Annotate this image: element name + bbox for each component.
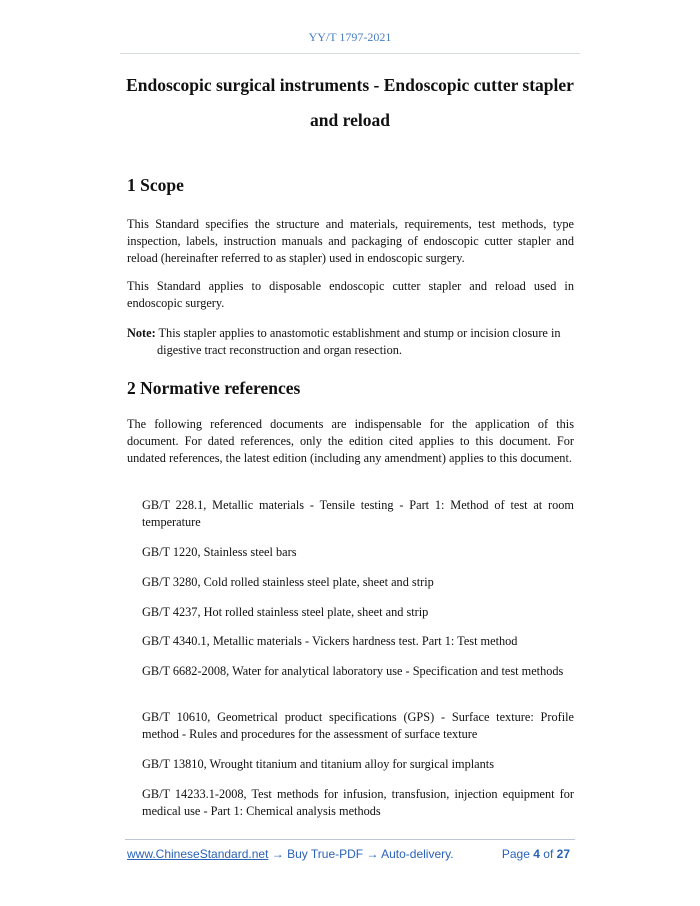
document-title <box>110 68 590 138</box>
reference-item: GB/T 4340.1, Metallic materials - Vickers hardness test. Part 1: Test method <box>142 634 518 648</box>
references-intro: The following referenced documents are indispensable for the application of this document. For dated references, only the edition cited applies to this document. For undated references, the latest edition (including any amendment) applies to this document. <box>127 417 574 465</box>
standard-code-header: YY/T 1797-2021 <box>308 30 392 44</box>
total-pages: 27 <box>556 847 570 861</box>
reference-item: GB/T 6682-2008, Water for analytical laboratory use - Specification and test methods <box>142 664 564 678</box>
document-title-line-2: and reload <box>310 110 390 130</box>
scope-note <box>127 325 574 359</box>
reference-item: GB/T 228.1, Metallic materials - Tensile testing - Part 1: Method of test at room temperature <box>142 498 574 529</box>
website-link[interactable]: www.ChineseStandard.net <box>127 847 269 861</box>
document-title-line-1: Endoscopic surgical instruments - Endoscopic cutter stapler <box>126 75 574 95</box>
footer-divider <box>125 839 575 840</box>
reference-item: GB/T 4237, Hot rolled stainless steel plate, sheet and strip <box>142 605 429 619</box>
reference-item: GB/T 13810, Wrought titanium and titanium alloy for surgical implants <box>142 757 494 771</box>
reference-item: GB/T 1220, Stainless steel bars <box>142 545 297 559</box>
reference-item: GB/T 14233.1-2008, Test methods for infusion, transfusion, injection equipment for medical use - Part 1: Chemical analysis methods <box>142 787 574 818</box>
note-label: Note: <box>127 326 156 340</box>
section-heading-scope: 1 Scope <box>127 175 184 195</box>
page-indicator <box>502 847 570 861</box>
reference-item: GB/T 3280, Cold rolled stainless steel plate, sheet and strip <box>142 575 434 589</box>
footer-tagline: → Buy True-PDF → Auto-delivery. <box>268 847 454 861</box>
page-label: Page <box>501 847 530 861</box>
page-number: 4 <box>533 847 540 861</box>
of-label: of <box>543 847 554 861</box>
scope-paragraph-2: This Standard applies to disposable endoscopic cutter stapler and reload used in endoscopic surgery. <box>127 279 574 310</box>
page-footer <box>127 847 574 861</box>
section-heading-normative-references: 2 Normative references <box>127 378 301 398</box>
reference-item: GB/T 10610, Geometrical product specifications (GPS) - Surface texture: Profile method - Rules and procedures for the assessment of surface texture <box>142 710 574 741</box>
header-divider <box>120 53 580 54</box>
note-text: This stapler applies to anastomotic establishment and stump or incision closure in digestive tract reconstruction and organ resection. <box>157 326 561 357</box>
scope-paragraph-1: This Standard specifies the structure and materials, requirements, test methods, type inspection, labels, instruction manuals and packaging of endoscopic cutter stapler and reload (hereinafter referred to as stapler) used in endoscopic surgery. <box>127 217 574 265</box>
